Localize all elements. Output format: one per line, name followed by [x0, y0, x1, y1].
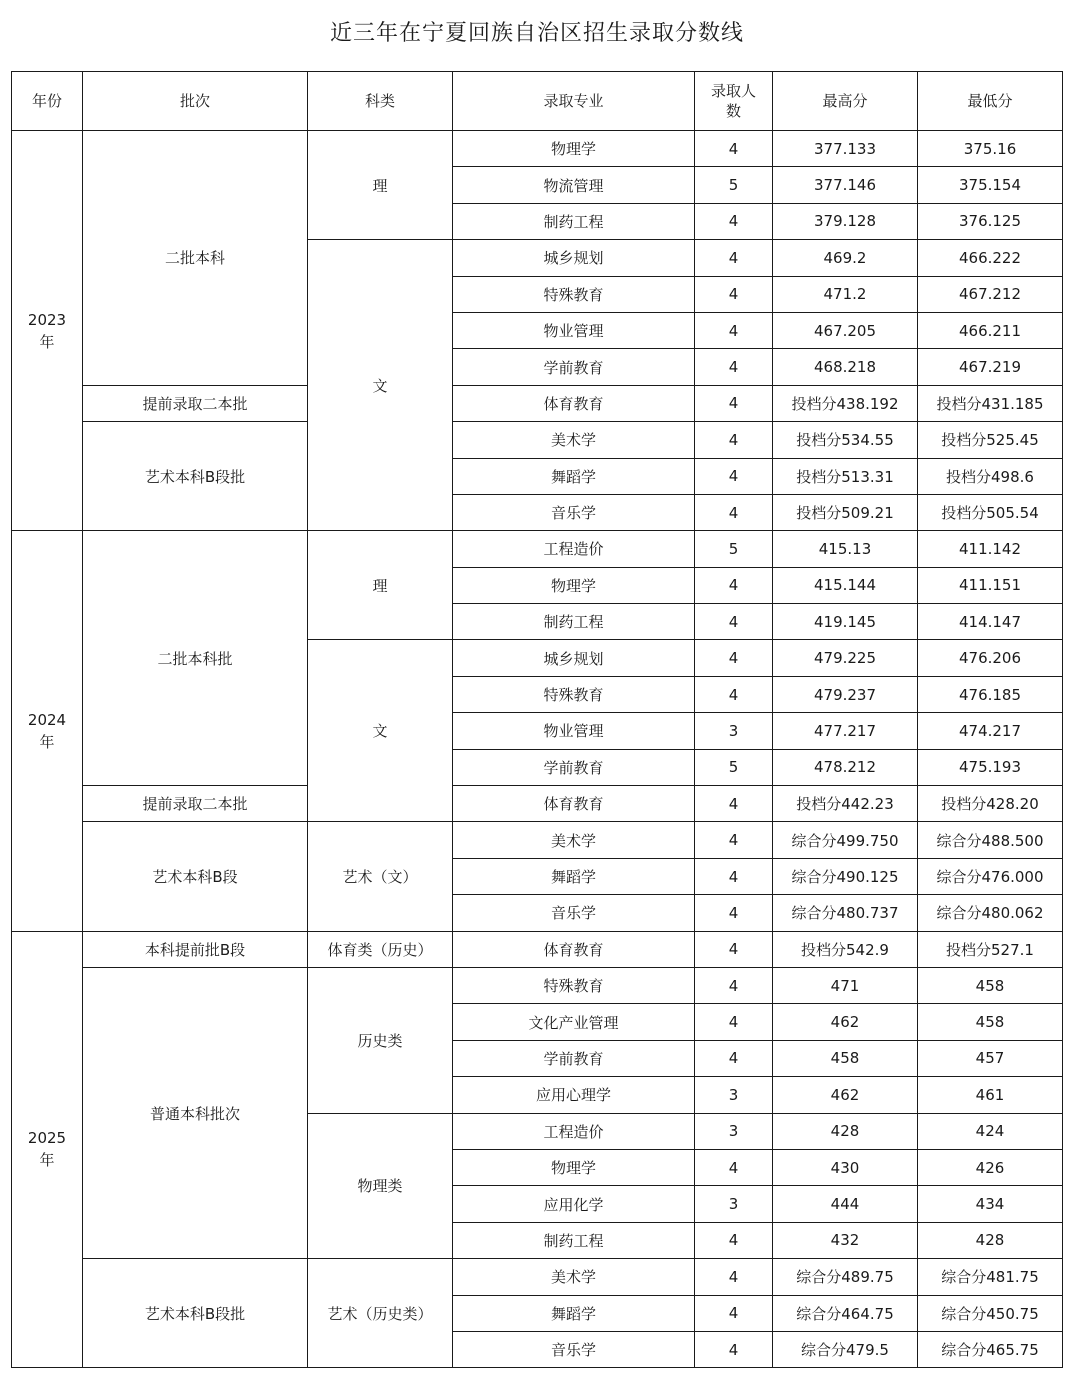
table-row [12, 422, 1063, 458]
admit-count-cell: 4 [695, 786, 773, 822]
major-cell: 特殊教育 [453, 276, 695, 312]
admit-count-cell: 4 [695, 567, 773, 603]
admit-count-cell: 4 [695, 422, 773, 458]
min-score-cell: 414.147 [918, 604, 1063, 640]
max-score-cell: 471 [773, 967, 918, 1003]
max-score-cell: 469.2 [773, 240, 918, 276]
max-score-cell: 432 [773, 1222, 918, 1258]
category-cell: 艺术（历史类） [308, 1259, 453, 1368]
min-score-cell: 投档分431.185 [918, 385, 1063, 421]
table-row [12, 531, 1063, 567]
batch-cell: 二批本科批 [83, 531, 308, 786]
header-batch: 批次 [83, 72, 308, 131]
admit-count-cell: 4 [695, 1040, 773, 1076]
min-score-cell: 投档分498.6 [918, 458, 1063, 494]
batch-cell: 提前录取二本批 [83, 385, 308, 421]
max-score-cell: 444 [773, 1186, 918, 1222]
max-score-cell: 投档分534.55 [773, 422, 918, 458]
admit-count-cell: 4 [695, 1259, 773, 1295]
min-score-cell: 467.219 [918, 349, 1063, 385]
admit-count-cell: 4 [695, 1331, 773, 1367]
major-cell: 学前教育 [453, 749, 695, 785]
max-score-cell: 458 [773, 1040, 918, 1076]
min-score-cell: 476.185 [918, 676, 1063, 712]
batch-cell: 普通本科批次 [83, 967, 308, 1258]
major-cell: 舞蹈学 [453, 1295, 695, 1331]
max-score-cell: 415.13 [773, 531, 918, 567]
max-score-cell: 419.145 [773, 604, 918, 640]
admit-count-cell: 4 [695, 1149, 773, 1185]
major-cell: 城乡规划 [453, 240, 695, 276]
admit-count-cell: 4 [695, 385, 773, 421]
max-score-cell: 462 [773, 1004, 918, 1040]
max-score-cell: 477.217 [773, 713, 918, 749]
max-score-cell: 462 [773, 1077, 918, 1113]
min-score-cell: 综合分450.75 [918, 1295, 1063, 1331]
admit-count-cell: 4 [695, 131, 773, 167]
max-score-cell: 投档分513.31 [773, 458, 918, 494]
category-cell: 体育类（历史） [308, 931, 453, 967]
admit-count-cell: 5 [695, 531, 773, 567]
major-cell: 体育教育 [453, 931, 695, 967]
admit-count-cell: 4 [695, 822, 773, 858]
major-cell: 音乐学 [453, 1331, 695, 1367]
table-row [12, 822, 1063, 858]
major-cell: 美术学 [453, 1259, 695, 1295]
admit-count-cell: 4 [695, 1295, 773, 1331]
batch-cell: 二批本科 [83, 131, 308, 386]
min-score-cell: 投档分527.1 [918, 931, 1063, 967]
max-score-cell: 377.146 [773, 167, 918, 203]
min-score-cell: 投档分505.54 [918, 494, 1063, 530]
min-score-cell: 466.211 [918, 312, 1063, 348]
major-cell: 美术学 [453, 422, 695, 458]
admit-count-cell: 3 [695, 1077, 773, 1113]
category-cell: 理 [308, 131, 453, 240]
max-score-cell: 投档分438.192 [773, 385, 918, 421]
major-cell: 体育教育 [453, 786, 695, 822]
min-score-cell: 424 [918, 1113, 1063, 1149]
max-score-cell: 综合分490.125 [773, 858, 918, 894]
table-row [12, 967, 1063, 1003]
major-cell: 学前教育 [453, 349, 695, 385]
table-row [12, 786, 1063, 822]
admit-count-cell: 4 [695, 203, 773, 239]
max-score-cell: 综合分489.75 [773, 1259, 918, 1295]
admit-count-cell: 4 [695, 858, 773, 894]
min-score-cell: 466.222 [918, 240, 1063, 276]
major-cell: 应用化学 [453, 1186, 695, 1222]
max-score-cell: 综合分499.750 [773, 822, 918, 858]
min-score-cell: 411.151 [918, 567, 1063, 603]
year-cell: 2025 年 [12, 931, 83, 1368]
max-score-cell: 377.133 [773, 131, 918, 167]
max-score-cell: 综合分464.75 [773, 1295, 918, 1331]
header-major: 录取专业 [453, 72, 695, 131]
major-cell: 音乐学 [453, 494, 695, 530]
min-score-cell: 综合分465.75 [918, 1331, 1063, 1367]
admit-count-cell: 4 [695, 967, 773, 1003]
major-cell: 制药工程 [453, 604, 695, 640]
header-max-score: 最高分 [773, 72, 918, 131]
major-cell: 城乡规划 [453, 640, 695, 676]
table-row [12, 1259, 1063, 1295]
admit-count-cell: 3 [695, 1186, 773, 1222]
min-score-cell: 476.206 [918, 640, 1063, 676]
major-cell: 物流管理 [453, 167, 695, 203]
admit-count-cell: 5 [695, 167, 773, 203]
table-header-row [12, 72, 1063, 131]
max-score-cell: 415.144 [773, 567, 918, 603]
admit-count-cell: 4 [695, 676, 773, 712]
major-cell: 物理学 [453, 1149, 695, 1185]
major-cell: 制药工程 [453, 203, 695, 239]
header-count: 录取人 数 [695, 72, 773, 131]
admit-count-cell: 4 [695, 276, 773, 312]
max-score-cell: 467.205 [773, 312, 918, 348]
admit-count-cell: 4 [695, 349, 773, 385]
major-cell: 工程造价 [453, 1113, 695, 1149]
min-score-cell: 426 [918, 1149, 1063, 1185]
header-category: 科类 [308, 72, 453, 131]
batch-cell: 提前录取二本批 [83, 786, 308, 822]
batch-cell: 艺术本科B段 [83, 822, 308, 931]
min-score-cell: 综合分481.75 [918, 1259, 1063, 1295]
max-score-cell: 468.218 [773, 349, 918, 385]
admission-score-table [11, 71, 1063, 1368]
min-score-cell: 474.217 [918, 713, 1063, 749]
admit-count-cell: 3 [695, 713, 773, 749]
max-score-cell: 综合分479.5 [773, 1331, 918, 1367]
category-cell: 艺术（文） [308, 822, 453, 931]
max-score-cell: 投档分542.9 [773, 931, 918, 967]
min-score-cell: 投档分428.20 [918, 786, 1063, 822]
category-cell: 理 [308, 531, 453, 640]
admit-count-cell: 4 [695, 931, 773, 967]
max-score-cell: 478.212 [773, 749, 918, 785]
admit-count-cell: 4 [695, 1004, 773, 1040]
header-year: 年份 [12, 72, 83, 131]
admit-count-cell: 4 [695, 312, 773, 348]
major-cell: 文化产业管理 [453, 1004, 695, 1040]
batch-cell: 艺术本科B段批 [83, 1259, 308, 1368]
max-score-cell: 471.2 [773, 276, 918, 312]
major-cell: 音乐学 [453, 895, 695, 931]
max-score-cell: 428 [773, 1113, 918, 1149]
header-min-score: 最低分 [918, 72, 1063, 131]
min-score-cell: 376.125 [918, 203, 1063, 239]
major-cell: 制药工程 [453, 1222, 695, 1258]
max-score-cell: 379.128 [773, 203, 918, 239]
major-cell: 体育教育 [453, 385, 695, 421]
major-cell: 特殊教育 [453, 967, 695, 1003]
category-cell: 物理类 [308, 1113, 453, 1259]
min-score-cell: 434 [918, 1186, 1063, 1222]
admit-count-cell: 4 [695, 640, 773, 676]
major-cell: 特殊教育 [453, 676, 695, 712]
min-score-cell: 461 [918, 1077, 1063, 1113]
major-cell: 物理学 [453, 567, 695, 603]
admit-count-cell: 4 [695, 604, 773, 640]
min-score-cell: 综合分476.000 [918, 858, 1063, 894]
table-row [12, 385, 1063, 421]
max-score-cell: 综合分480.737 [773, 895, 918, 931]
admit-count-cell: 5 [695, 749, 773, 785]
major-cell: 应用心理学 [453, 1077, 695, 1113]
category-cell: 文 [308, 640, 453, 822]
min-score-cell: 375.154 [918, 167, 1063, 203]
max-score-cell: 投档分509.21 [773, 494, 918, 530]
max-score-cell: 投档分442.23 [773, 786, 918, 822]
category-cell: 文 [308, 240, 453, 531]
min-score-cell: 综合分488.500 [918, 822, 1063, 858]
major-cell: 舞蹈学 [453, 858, 695, 894]
major-cell: 工程造价 [453, 531, 695, 567]
batch-cell: 艺术本科B段批 [83, 422, 308, 531]
min-score-cell: 458 [918, 1004, 1063, 1040]
min-score-cell: 411.142 [918, 531, 1063, 567]
min-score-cell: 投档分525.45 [918, 422, 1063, 458]
max-score-cell: 479.237 [773, 676, 918, 712]
major-cell: 物业管理 [453, 713, 695, 749]
admit-count-cell: 4 [695, 240, 773, 276]
batch-cell: 本科提前批B段 [83, 931, 308, 967]
year-cell: 2024 年 [12, 531, 83, 931]
page-title: 近三年在宁夏回族自治区招生录取分数线 [329, 21, 744, 46]
min-score-cell: 综合分480.062 [918, 895, 1063, 931]
table-row [12, 931, 1063, 967]
admit-count-cell: 4 [695, 895, 773, 931]
max-score-cell: 430 [773, 1149, 918, 1185]
category-cell: 历史类 [308, 967, 453, 1113]
admit-count-cell: 4 [695, 1222, 773, 1258]
major-cell: 物理学 [453, 131, 695, 167]
min-score-cell: 475.193 [918, 749, 1063, 785]
admit-count-cell: 4 [695, 494, 773, 530]
table-row [12, 131, 1063, 167]
major-cell: 舞蹈学 [453, 458, 695, 494]
min-score-cell: 428 [918, 1222, 1063, 1258]
major-cell: 美术学 [453, 822, 695, 858]
min-score-cell: 375.16 [918, 131, 1063, 167]
min-score-cell: 458 [918, 967, 1063, 1003]
major-cell: 物业管理 [453, 312, 695, 348]
max-score-cell: 479.225 [773, 640, 918, 676]
min-score-cell: 457 [918, 1040, 1063, 1076]
major-cell: 学前教育 [453, 1040, 695, 1076]
admit-count-cell: 3 [695, 1113, 773, 1149]
year-cell: 2023 年 [12, 131, 83, 531]
admit-count-cell: 4 [695, 458, 773, 494]
min-score-cell: 467.212 [918, 276, 1063, 312]
